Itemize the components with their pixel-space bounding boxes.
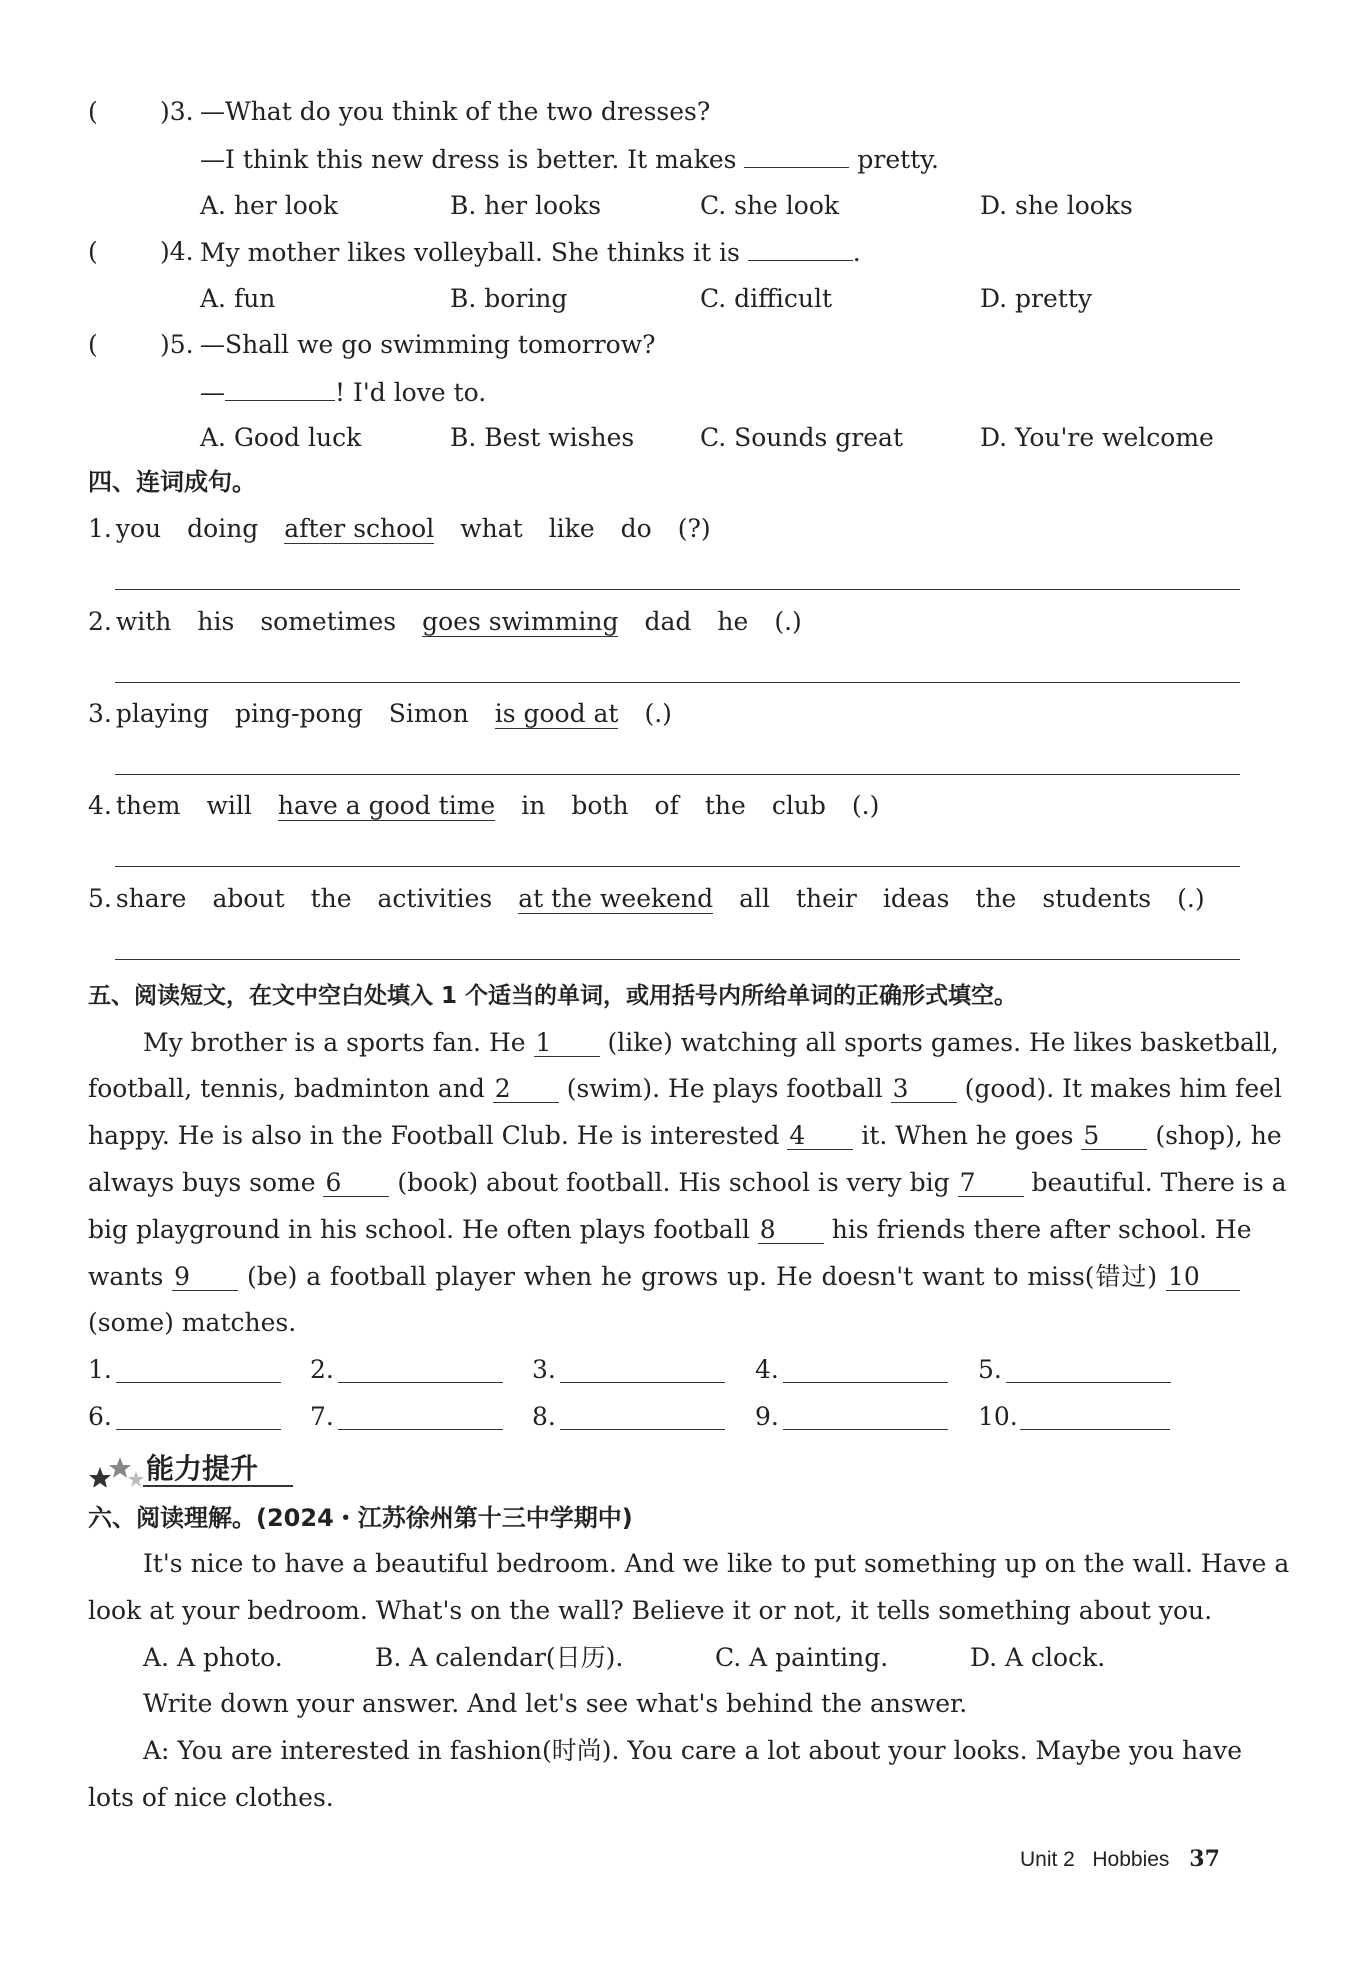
page-footer	[1020, 1846, 1220, 1872]
reorder-item-number: 4.	[88, 791, 112, 820]
q4-paren: (	[88, 237, 98, 266]
section6-option-c: C. A painting.	[715, 1643, 889, 1672]
q3-blank[interactable]	[744, 143, 849, 168]
passage-line	[88, 1307, 296, 1339]
reorder-word: will	[206, 791, 252, 820]
reorder-item-2	[88, 606, 802, 638]
reorder-word: ping-pong	[235, 699, 363, 728]
answer-label: 5.	[978, 1355, 1002, 1384]
answer-label: 1.	[88, 1355, 112, 1384]
reorder-word: have a good time	[277, 791, 496, 820]
q5-blank[interactable]	[225, 376, 335, 401]
passage-blank-1[interactable]: 1	[534, 1030, 600, 1057]
reorder-word: you	[115, 514, 162, 543]
section6-option-a: A. A photo.	[143, 1643, 283, 1672]
answer-blank[interactable]	[783, 1429, 948, 1430]
q3-stem: —What do you think of the two dresses?	[200, 97, 711, 126]
section6-para1-line2: look at your bedroom. What's on the wall? Believe it or not, it tells something about you.	[88, 1596, 1213, 1625]
q3-option-d: D. she looks	[980, 191, 1133, 220]
section5-title: 五、阅读短文，在文中空白处填入 1 个适当的单词，或用括号内所给单词的正确形式填空。	[88, 983, 1018, 1009]
reorder-word: do	[620, 514, 652, 543]
reorder-item-number: 1.	[88, 514, 112, 543]
section6-para2: Write down your answer. And let's see what's behind the answer.	[143, 1689, 968, 1718]
reorder-word: (.)	[644, 699, 672, 728]
q5-option-a: A. Good luck	[200, 423, 362, 452]
reorder-word: (.)	[851, 791, 880, 820]
passage-blank-7[interactable]: 7	[958, 1170, 1024, 1197]
q4-option-d: D. pretty	[980, 284, 1093, 313]
banner-underline	[143, 1485, 293, 1487]
section4-title: 四、连词成句。	[88, 468, 256, 496]
q4-option-b: B. boring	[450, 284, 568, 313]
passage-blank-9[interactable]: 9	[172, 1264, 238, 1291]
answer-blank[interactable]	[560, 1382, 725, 1383]
reorder-word: what	[460, 514, 523, 543]
answer-label: 10.	[978, 1402, 1018, 1431]
answer-blank[interactable]	[560, 1429, 725, 1430]
passage-blank-6[interactable]: 6	[323, 1170, 389, 1197]
stars-icon	[88, 1447, 148, 1487]
reorder-word: his	[197, 607, 235, 636]
passage-line	[88, 1214, 1252, 1246]
answer-label: 7.	[310, 1402, 334, 1431]
reorder-word: like	[548, 514, 595, 543]
answer-blank[interactable]	[338, 1382, 503, 1383]
reorder-item-5	[88, 883, 1205, 915]
passage-blank-8[interactable]: 8	[758, 1217, 824, 1244]
answer-blank[interactable]	[783, 1382, 948, 1383]
reorder-word: Simon	[388, 699, 469, 728]
q5-line2: — ! I'd love to.	[200, 378, 487, 407]
reorder-word: all	[739, 884, 770, 913]
answer-blank[interactable]	[116, 1382, 281, 1383]
passage-line	[88, 1073, 1282, 1105]
q3-option-a: A. her look	[200, 191, 338, 220]
reorder-answer-line[interactable]	[115, 774, 1240, 775]
reorder-item-1	[88, 513, 711, 545]
q5-number: )5.	[160, 330, 194, 359]
q3-number: )3.	[160, 97, 194, 126]
passage-text: (be) a football player when he grows up. He doesn't want to miss(错过)	[238, 1262, 1166, 1291]
answer-label: 2.	[310, 1355, 334, 1384]
q5-option-b: B. Best wishes	[450, 423, 635, 452]
q5-paren: (	[88, 330, 98, 359]
answer-blank[interactable]	[1020, 1429, 1170, 1430]
passage-text: (swim). He plays football	[558, 1074, 891, 1103]
reorder-word: (?)	[677, 514, 711, 543]
answer-blank[interactable]	[1006, 1382, 1171, 1383]
passage-text: (good). It makes him feel	[956, 1074, 1282, 1103]
reorder-word: about	[212, 884, 285, 913]
reorder-word: with	[115, 607, 172, 636]
reorder-item-number: 3.	[88, 699, 112, 728]
passage-text: happy. He is also in the Football Club. He is interested	[88, 1121, 788, 1150]
reorder-answer-line[interactable]	[115, 682, 1240, 683]
section6-para3-line1: A: You are interested in fashion(时尚). You care a lot about your looks. Maybe you have	[143, 1736, 1243, 1765]
reorder-word: both	[571, 791, 629, 820]
passage-text: his friends there after school. He	[823, 1215, 1252, 1244]
answer-label: 9.	[755, 1402, 779, 1431]
reorder-word: the	[975, 884, 1017, 913]
q3-line2: —I think this new dress is better. It makes pretty.	[200, 145, 939, 174]
reorder-item-3	[88, 698, 672, 730]
passage-blank-4[interactable]: 4	[787, 1123, 853, 1150]
reorder-word: after school	[284, 514, 435, 543]
passage-text: My brother is a sports fan. He	[143, 1028, 534, 1057]
passage-text: wants	[88, 1262, 173, 1291]
answer-label: 8.	[532, 1402, 556, 1431]
reorder-word: at the weekend	[518, 884, 714, 913]
page-number: 37	[1189, 1846, 1220, 1872]
q3-paren: (	[88, 97, 98, 126]
q5-option-d: D. You're welcome	[980, 423, 1214, 452]
answer-blank[interactable]	[116, 1429, 281, 1430]
q5-option-c: C. Sounds great	[700, 423, 903, 452]
footer-unit: Unit 2	[1020, 1848, 1075, 1871]
reorder-word: share	[115, 884, 187, 913]
passage-blank-3[interactable]: 3	[891, 1076, 957, 1103]
q4-option-c: C. difficult	[700, 284, 833, 313]
reorder-word: students	[1042, 884, 1152, 913]
passage-text: (book) about football. His school is very big	[389, 1168, 958, 1197]
reorder-word: (.)	[1177, 884, 1205, 913]
ability-banner	[88, 1445, 293, 1489]
passage-text: always buys some	[88, 1168, 324, 1197]
passage-line	[88, 1120, 1282, 1152]
reorder-word: sometimes	[260, 607, 397, 636]
section6-option-d: D. A clock.	[970, 1643, 1106, 1672]
footer-topic: Hobbies	[1092, 1848, 1170, 1871]
banner-title: 能力提升	[146, 1452, 259, 1485]
reorder-word: them	[115, 791, 181, 820]
passage-line	[88, 1167, 1287, 1199]
passage-text: it. When he goes	[853, 1121, 1082, 1150]
reorder-word: of	[654, 791, 679, 820]
reorder-item-4	[88, 790, 879, 822]
reorder-word: dad	[644, 607, 692, 636]
reorder-word: goes swimming	[422, 607, 619, 636]
q3-option-b: B. her looks	[450, 191, 602, 220]
reorder-word: club	[771, 791, 826, 820]
reorder-item-number: 2.	[88, 607, 112, 636]
q4-number: )4.	[160, 237, 194, 266]
passage-text: (like) watching all sports games. He likes basketball,	[599, 1028, 1279, 1057]
q4-stem: My mother likes volleyball. She thinks it is .	[200, 238, 861, 267]
reorder-word: their	[795, 884, 857, 913]
passage-blank-2[interactable]: 2	[493, 1076, 559, 1103]
section6-option-b: B. A calendar(日历).	[375, 1643, 624, 1672]
q5-stem: —Shall we go swimming tomorrow?	[200, 330, 656, 359]
reorder-word: he	[717, 607, 749, 636]
passage-blank-5[interactable]: 5	[1081, 1123, 1147, 1150]
reorder-word: (.)	[774, 607, 802, 636]
answer-label: 6.	[88, 1402, 112, 1431]
reorder-answer-line[interactable]	[115, 589, 1240, 590]
reorder-word: the	[704, 791, 746, 820]
reorder-word: ideas	[882, 884, 950, 913]
answer-blank[interactable]	[338, 1429, 503, 1430]
passage-line	[88, 1261, 1240, 1293]
section6-title: 六、阅读理解。(2024・江苏徐州第十三中学期中)	[88, 1504, 633, 1532]
q4-blank[interactable]	[748, 236, 853, 261]
answer-label: 3.	[532, 1355, 556, 1384]
reorder-item-number: 5.	[88, 884, 112, 913]
passage-text: (shop), he	[1147, 1121, 1282, 1150]
passage-text: big playground in his school. He often plays football	[88, 1215, 758, 1244]
q3-option-c: C. she look	[700, 191, 840, 220]
passage-text: beautiful. There is a	[1023, 1168, 1287, 1197]
reorder-word: activities	[377, 884, 493, 913]
passage-text: (some) matches.	[88, 1308, 297, 1337]
reorder-word: doing	[187, 514, 259, 543]
passage-line	[143, 1027, 1279, 1059]
passage-text: football, tennis, badminton and	[88, 1074, 493, 1103]
passage-blank-10[interactable]: 10	[1166, 1264, 1240, 1291]
section6-para3-line2: lots of nice clothes.	[88, 1783, 334, 1812]
reorder-word: the	[310, 884, 352, 913]
reorder-answer-line[interactable]	[115, 866, 1240, 867]
reorder-answer-line[interactable]	[115, 959, 1240, 960]
reorder-word: playing	[115, 699, 209, 728]
q4-option-a: A. fun	[200, 284, 276, 313]
reorder-word: is good at	[494, 699, 619, 728]
section6-para1-line1: It's nice to have a beautiful bedroom. And we like to put something up on the wall. Have a	[143, 1549, 1290, 1578]
reorder-word: in	[521, 791, 546, 820]
answer-label: 4.	[755, 1355, 779, 1384]
